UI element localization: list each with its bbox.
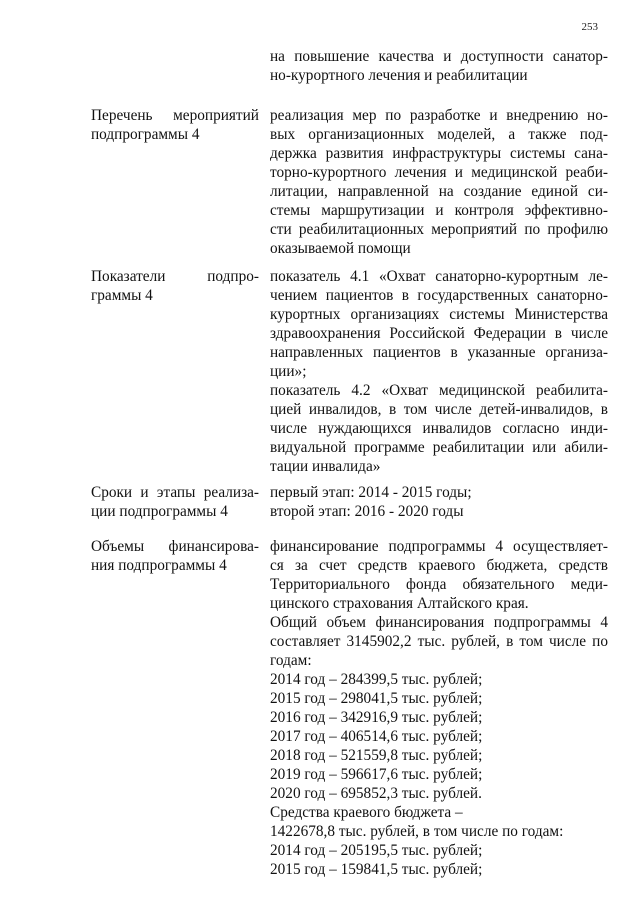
text-line: Территориального фонда обязательного меди- <box>270 576 608 593</box>
row-value <box>270 47 608 85</box>
label-line: граммы 4 <box>91 287 153 304</box>
text-line: 1422678,8 тыс. рублей, в том числе по годам: <box>270 823 564 840</box>
text-line: на повышение качества и доступности санатор- <box>270 48 608 65</box>
text-line: сти реабилитационных мероприятий по профилю <box>270 221 608 238</box>
page-number: 253 <box>581 21 598 33</box>
row-value <box>270 483 608 521</box>
label-line: Перечень мероприятий <box>91 107 259 124</box>
text-line: 2019 год – 596617,6 тыс. рублей; <box>270 766 483 783</box>
text-line: 2016 год – 342916,9 тыс. рублей; <box>270 709 483 726</box>
row-label <box>91 483 259 521</box>
text-line: 2015 год – 298041,5 тыс. рублей; <box>270 690 483 707</box>
text-line: держка развития инфраструктуры системы сана- <box>270 145 608 162</box>
text-line: здравоохранения Российской Федерации в числе <box>270 325 608 342</box>
text-line: цинского страхования Алтайского края. <box>270 595 529 612</box>
label-line: ции подпрограммы 4 <box>91 503 228 520</box>
text-line: Средства краевого бюджета – <box>270 804 463 821</box>
text-line: 2020 год – 695852,3 тыс. рублей. <box>270 785 482 802</box>
text-line: вых организационных моделей, а также под- <box>270 126 608 143</box>
text-line: курортных организациях системы Министерства <box>270 306 608 323</box>
text-line: торно-курортного лечения и медицинской реаби- <box>270 164 608 181</box>
label-line: подпрограммы 4 <box>91 126 200 143</box>
text-line: 2014 год – 284399,5 тыс. рублей; <box>270 671 483 688</box>
text-line: показатель 4.1 «Охват санаторно-курортным ле- <box>270 268 608 285</box>
row-value <box>270 106 608 258</box>
text-line: видуальной программе реабилитации или абили- <box>270 439 608 456</box>
text-line: оказываемой помощи <box>270 240 411 257</box>
row-value <box>270 267 608 476</box>
text-line: тации инвалида» <box>270 458 381 475</box>
text-line: 2017 год – 406514,6 тыс. рублей; <box>270 728 483 745</box>
text-line: ции»; <box>270 363 307 380</box>
row-label <box>91 537 259 575</box>
text-line: направленных пациентов в указанные организа- <box>270 344 608 361</box>
text-line: числе нуждающихся инвалидов согласно инди- <box>270 420 608 437</box>
label-line: Показатели подпро- <box>91 268 259 285</box>
text-line: 2014 год – 205195,5 тыс. рублей; <box>270 842 483 859</box>
text-line: годам: <box>270 652 312 669</box>
text-line: литации, направленной на создание единой си- <box>270 183 608 200</box>
text-line: стемы маршрутизации и контроля эффективно- <box>270 202 608 219</box>
label-line: Сроки и этапы реализа- <box>91 484 259 501</box>
text-line: но-курортного лечения и реабилитации <box>270 67 528 84</box>
row-value <box>270 537 608 879</box>
text-line: цией инвалидов, в том числе детей-инвалидов, в <box>270 401 608 418</box>
text-line: 2015 год – 159841,5 тыс. рублей; <box>270 861 483 878</box>
text-line: первый этап: 2014 - 2015 годы; <box>270 484 472 501</box>
text-line: чением пациентов в государственных санаторно- <box>270 287 608 304</box>
text-line: 2018 год – 521559,8 тыс. рублей; <box>270 747 483 764</box>
text-line: второй этап: 2016 - 2020 годы <box>270 503 464 520</box>
text-line: финансирование подпрограммы 4 осуществляет- <box>270 538 608 555</box>
text-line: составляет 3145902,2 тыс. рублей, в том числе по <box>270 633 608 650</box>
row-label <box>91 267 259 305</box>
row-label <box>91 106 259 144</box>
label-line: Объемы финансирова- <box>91 538 259 555</box>
text-line: реализация мер по разработке и внедрению но- <box>270 107 608 124</box>
text-line: показатель 4.2 «Охват медицинской реабилита- <box>270 382 608 399</box>
text-line: Общий объем финансирования подпрограммы 4 <box>270 614 608 631</box>
label-line: ния подпрограммы 4 <box>91 557 227 574</box>
text-line: ся за счет средств краевого бюджета, средств <box>270 557 608 574</box>
